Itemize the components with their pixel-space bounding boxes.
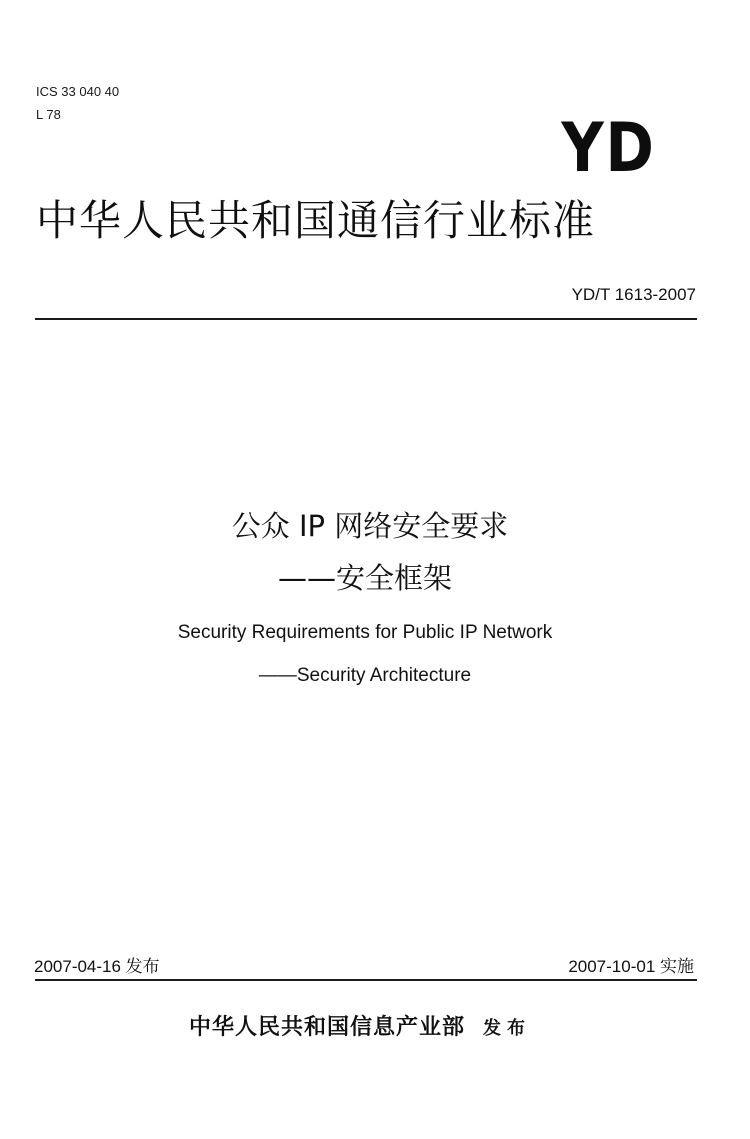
organization-title: 中华人民共和国通信行业标准 [36, 196, 596, 245]
bottom-divider [35, 979, 697, 981]
chinese-title-line-2: ——安全框架 [277, 561, 452, 595]
ccs-code: L 78 [36, 107, 61, 122]
english-title-line-2: ——Security Architecture [258, 665, 472, 686]
ics-code: ICS 33 040 40 [36, 84, 120, 99]
top-divider [35, 318, 697, 320]
issue-date: 2007-04-16 发布 [34, 957, 160, 976]
standard-number: YD/T 1613-2007 [571, 285, 696, 304]
chinese-title-line-1: 公众 IP 网络安全要求 [231, 509, 509, 543]
yd-logo: YD [561, 109, 656, 188]
implementation-date: 2007-10-01 实施 [568, 957, 694, 976]
publisher-name: 中华人民共和国信息产业部 [188, 1014, 465, 1040]
english-title-line-1: Security Requirements for Public IP Network [177, 622, 553, 643]
publisher-action: 发布 [483, 1018, 531, 1039]
publisher [0, 1013, 720, 1043]
